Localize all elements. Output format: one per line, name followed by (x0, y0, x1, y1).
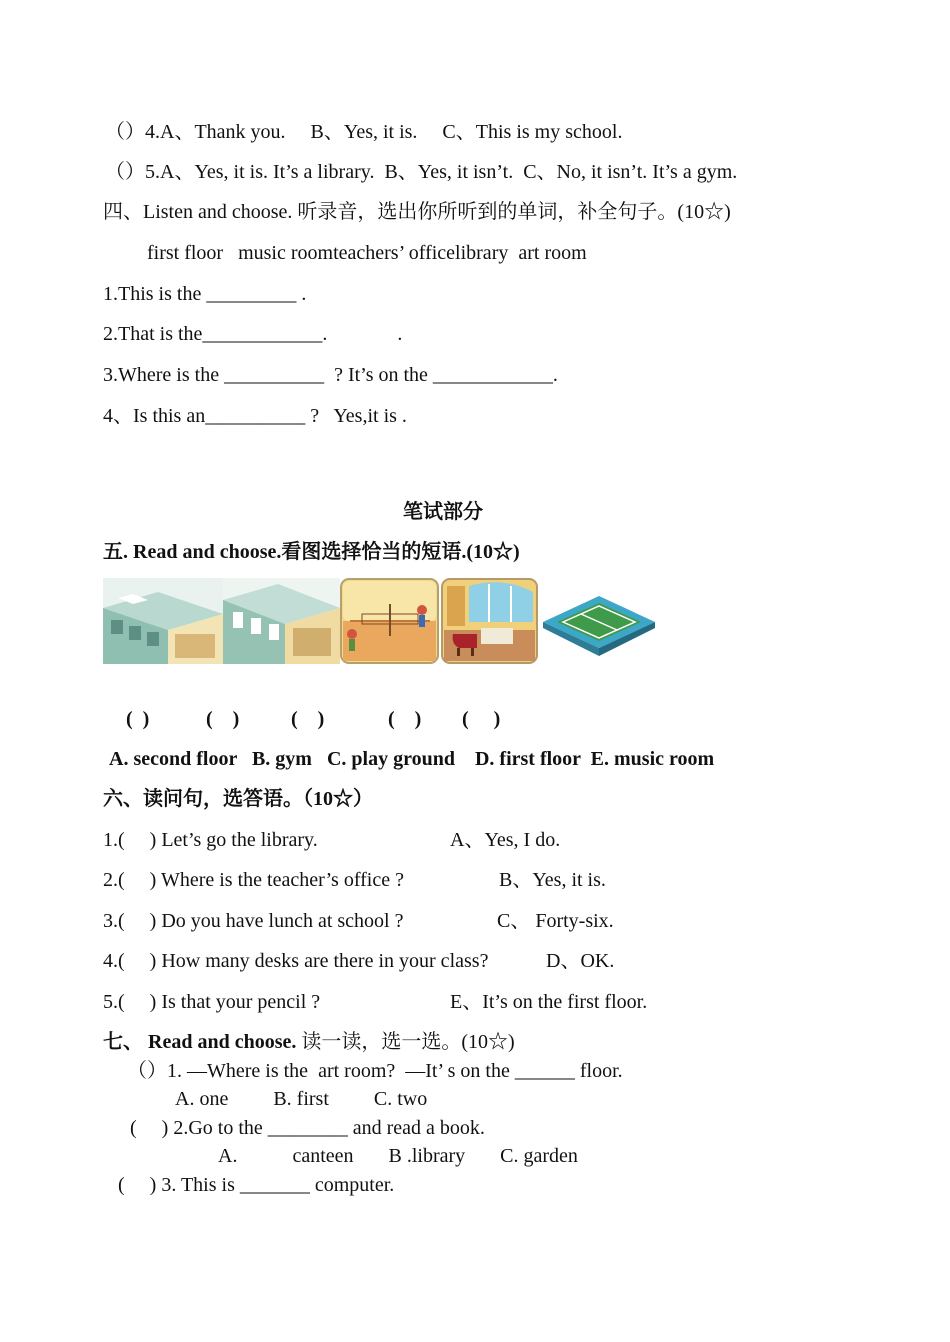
part3-question-4: （）4.A、Thank you. B、Yes, it is. C、This is my school. (105, 121, 623, 143)
part7-question-2-options: A. canteen B .library C. garden (218, 1145, 578, 1167)
part6-question-3: 3.( ) Do you have lunch at school ? (103, 910, 404, 932)
picture-answer-blank-3[interactable]: ( ) (291, 708, 325, 730)
part4-sentence-1: 1.This is the _________ . (103, 283, 307, 305)
part7-question-1-options: A. one B. first C. two (175, 1088, 428, 1110)
part3-question-5: （）5.A、Yes, it is. It’s a library. B、Yes, it isn’t. C、No, it isn’t. It’s a gym. (105, 161, 738, 183)
picture-answer-blank-5[interactable]: ( ) (462, 708, 501, 730)
part6-answer-e: E、It’s on the first floor. (450, 991, 648, 1013)
part4-sentence-4: 4、Is this an__________ ? Yes,it is . (103, 405, 407, 427)
part6-answer-c: C、 Forty-six. (497, 910, 614, 932)
part6-question-5: 5.( ) Is that your pencil ? (103, 991, 321, 1013)
part6-answer-b: B、Yes, it is. (499, 869, 606, 891)
part6-answer-a: A、Yes, I do. (450, 829, 561, 851)
part4-sentence-2: 2.That is the____________. . (103, 323, 403, 345)
part7-heading-english: Read and choose. (148, 1031, 297, 1053)
part6-heading: 六、读问句，选答语。（10☆） (103, 788, 373, 810)
part4-sentence-3: 3.Where is the __________ ? It’s on the ____________. (103, 364, 558, 386)
playground-icon (539, 578, 658, 664)
part4-heading: 四、Listen and choose. 听录音，选出你所听到的单词，补全句子。(10☆) (103, 201, 731, 223)
written-section-title: 笔试部分 (403, 501, 483, 523)
part4-word-bank: first floor music roomteachers’ officelibrary art room (147, 242, 587, 264)
part6-answer-d: D、OK. (546, 950, 615, 972)
part6-question-2: 2.( ) Where is the teacher’s office ? (103, 869, 404, 891)
part7-question-2: ( ) 2.Go to the ________ and read a book. (130, 1117, 485, 1139)
picture-answer-blank-1[interactable]: ( ) (126, 708, 150, 730)
part7-question-1: （）1. —Where is the art room? —It’ s on the ______ floor. (127, 1060, 623, 1082)
part7-heading-number: 七、 (103, 1031, 143, 1053)
part7-heading (103, 1030, 515, 1054)
gym-icon (340, 578, 439, 664)
school-building-icon (223, 578, 340, 664)
part5-options: A. second floor B. gym C. play ground D. first floor E. music room (109, 748, 715, 770)
part5-heading: 五. Read and choose.看图选择恰当的短语.(10☆) (103, 541, 520, 563)
picture-answer-blank-2[interactable]: ( ) (206, 708, 240, 730)
part7-question-3: ( ) 3. This is _______ computer. (118, 1174, 395, 1196)
part6-question-4: 4.( ) How many desks are there in your class? (103, 950, 489, 972)
part7-heading-chinese: 读一读，选一选。(10☆) (296, 1031, 515, 1053)
school-building-icon (103, 578, 223, 664)
part6-question-1: 1.( ) Let’s go the library. (103, 829, 318, 851)
music-room-icon (441, 578, 538, 664)
picture-answer-blank-4[interactable]: ( ) (388, 708, 422, 730)
